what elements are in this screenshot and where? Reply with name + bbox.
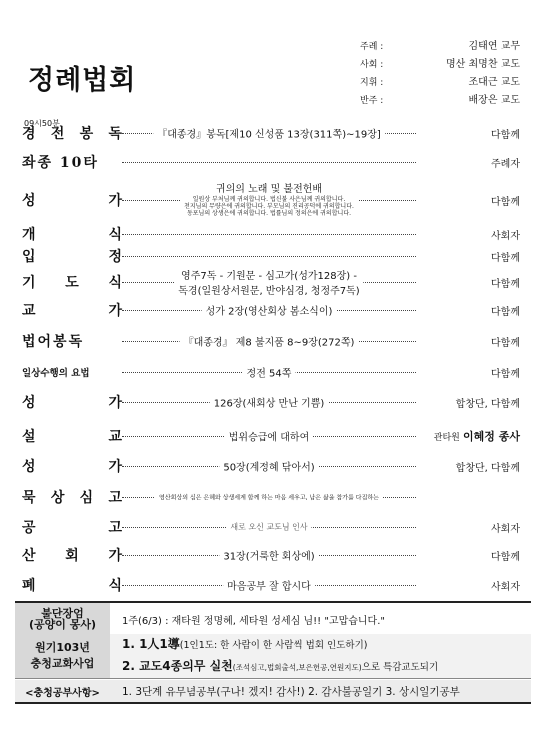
program-persons: 다함께 [491, 551, 520, 563]
program-row [22, 361, 520, 383]
role-label: 지휘 : [360, 78, 384, 88]
plan-item [122, 634, 531, 656]
role-row [360, 74, 520, 92]
program-label [22, 331, 122, 351]
program-detail: 50장(계정혜 닦아서) [219, 459, 318, 474]
program-label [22, 246, 122, 266]
program-row [22, 267, 520, 297]
label-char: 정 [108, 249, 122, 265]
program-persons: 다함께 [491, 306, 520, 318]
detail-line: 영주7독 - 기원문 - 심고가(성가128장) - [181, 271, 357, 282]
label-char: 개 [22, 227, 36, 243]
role-row [360, 38, 520, 56]
label-text: 좌종 10타 [22, 155, 99, 171]
practice-text: 1. 3단계 유무념공부(구나! 겠지! 감사!) 2. 감사불공일기 3. 상시일기공부 [122, 685, 460, 698]
label-char: 묵 [22, 490, 36, 506]
program-row [22, 151, 520, 173]
label-text: 일상수행의 요법 [22, 368, 90, 379]
program-persons [416, 428, 520, 444]
detail-title: 귀의의 노래 및 불전헌배 [215, 184, 323, 195]
plan-label-line: 충청교화사업 [30, 657, 95, 670]
label-char: 공 [22, 520, 36, 536]
altar-offering-notice [15, 601, 531, 636]
program-persons: 합창단, 다함께 [455, 462, 520, 474]
program-row [22, 177, 520, 223]
program-label [22, 365, 122, 379]
refuge-line: 동포님의 상생은에 귀의합니다. 법률님의 정의은에 귀의합니다. [186, 210, 352, 217]
program-detail: 『대종경』봉독[제10 신성품 13장(311쪽)~19장] [153, 126, 385, 141]
program-detail: 법위승급에 대하여 [225, 429, 313, 444]
notice-label-line: 불단장엄 [41, 607, 84, 620]
officiant-list [360, 38, 520, 110]
plan-item-tail: 으로 특감교도되기 [361, 662, 439, 673]
program-row [22, 245, 520, 267]
program-detail: 영산회상의 심은 은혜와 상생세계 함께 하는 마음 세우고, 남은 삶을 참가를 다짐하는 [155, 493, 383, 502]
label-char: 폐 [22, 578, 36, 594]
program-persons: 주례자 [491, 158, 520, 170]
program-label [22, 190, 122, 210]
label-char: 식 [108, 275, 122, 291]
practice-label: <충청공부사항> [25, 687, 100, 699]
label-char: 경 [22, 126, 36, 142]
refuge-line: 일원상 부처님께 귀의합니다. 법신불 사은님께 귀의합니다. [192, 196, 346, 203]
program-detail: 마음공부 잘 합시다 [223, 578, 315, 593]
program-row [22, 330, 520, 352]
label-char: 입 [22, 249, 36, 265]
program-detail: 31장(거룩한 회상에) [219, 548, 318, 563]
notice-label-line: (공양이 몽사) [28, 618, 96, 631]
label-char: 고 [108, 490, 122, 506]
page-title: 정례법회 [28, 65, 137, 96]
program-label [22, 426, 122, 446]
label-char: 가 [108, 193, 122, 209]
role-name: 조대근 교도 [468, 77, 520, 88]
label-char: 회 [65, 548, 79, 564]
program-persons: 사회자 [491, 523, 520, 535]
program-row [22, 486, 520, 508]
program-row [22, 223, 520, 245]
program-detail: 『대종경』 제8 불지품 8~9장(272쪽) [180, 334, 359, 349]
program-row [22, 516, 520, 538]
program-persons: 다함께 [491, 252, 520, 264]
program-row [22, 123, 520, 143]
label-char: 식 [108, 227, 122, 243]
label-char: 심 [79, 490, 94, 506]
program-detail: 126장(새회상 만난 기쁨) [210, 395, 329, 410]
program-row [22, 299, 520, 321]
program-label [22, 224, 122, 244]
label-char: 가 [108, 548, 122, 564]
role-row [360, 56, 520, 74]
label-char: 독 [108, 126, 122, 142]
program-label [22, 575, 122, 595]
role-row [360, 92, 520, 110]
practice-items [15, 680, 531, 704]
program-label [22, 545, 122, 565]
program-label [22, 392, 122, 412]
plan-item-sub: (조석심고,법회출석,보은헌공,연원지도) [232, 663, 362, 672]
label-char: 전 [50, 126, 65, 142]
program-persons: 사회자 [491, 230, 520, 242]
role-label: 사회 : [360, 60, 384, 70]
program-persons: 다함께 [491, 196, 520, 208]
program-persons: 다함께 [491, 129, 520, 141]
program-row [22, 425, 520, 447]
program-row [22, 391, 520, 413]
plan-item-sub: (1인1도: 한 사람이 한 사람씩 법회 인도하기) [179, 640, 368, 651]
role-label: 반주 : [360, 96, 384, 106]
label-char: 기 [22, 275, 36, 291]
program-persons: 사회자 [491, 581, 520, 593]
program-label [22, 152, 122, 172]
label-char: 식 [108, 578, 122, 594]
notice-label [15, 603, 110, 635]
program-detail [174, 267, 363, 297]
label-char: 상 [50, 490, 65, 506]
program-row [22, 574, 520, 596]
label-char: 성 [22, 459, 36, 475]
program-persons: 다함께 [491, 278, 520, 290]
role-label: 주례 : [360, 42, 384, 52]
label-char: 고 [108, 520, 122, 536]
label-char: 가 [108, 303, 122, 319]
program-label [22, 272, 122, 292]
program-label [22, 487, 122, 507]
program-detail: 성가 2장(영산회상 봄소식이) [202, 303, 337, 318]
program-detail: 새로 오신 교도님 인사 [226, 522, 311, 533]
label-char: 가 [108, 395, 122, 411]
label-char: 도 [65, 275, 79, 291]
plan-item [122, 656, 531, 678]
role-name: 김태연 교무 [468, 41, 520, 52]
label-char: 성 [22, 193, 36, 209]
plan-item-main: 1. 1人1導 [122, 637, 180, 651]
label-char: 설 [22, 429, 36, 445]
program-row [22, 455, 520, 477]
preacher-name: 이혜정 종사 [463, 430, 520, 443]
label-char: 교 [108, 429, 122, 445]
label-text: 법어봉독 [22, 334, 85, 350]
program-persons: 다함께 [491, 368, 520, 380]
label-char: 교 [22, 303, 36, 319]
detail-line: 독경(일원상서원문, 반야심경, 청정주7독) [178, 286, 360, 297]
dharma-title: 관타원 [433, 433, 460, 443]
program-row [22, 544, 520, 566]
refuge-line: 천지님의 무량은에 귀의합니다. 부모님의 진리공덕에 귀의합니다. [184, 203, 354, 210]
label-char: 산 [22, 548, 36, 564]
program-label [22, 300, 122, 320]
program-persons: 합창단, 다함께 [455, 398, 520, 410]
notice-text: 1주(6/3) : 재타원 정명혜, 세타원 성세심 님!! "고맙습니다." [122, 615, 385, 627]
program-label [22, 123, 122, 143]
role-name: 명산 최명찬 교도 [446, 59, 520, 70]
outreach-plan [15, 634, 531, 679]
role-name: 배장은 교도 [468, 95, 520, 106]
program-label [22, 456, 122, 476]
plan-item-main: 2. 교도4종의무 실천 [122, 659, 233, 673]
plan-label-line: 원기103년 [35, 641, 90, 654]
program-detail [180, 183, 358, 217]
label-char: 봉 [79, 126, 94, 142]
label-char: 가 [108, 459, 122, 475]
start-time: 09시50분 [24, 119, 60, 128]
plan-label [15, 634, 110, 678]
program-label [22, 517, 122, 537]
program-persons: 다함께 [491, 337, 520, 349]
label-char: 성 [22, 395, 36, 411]
program-detail: 정전 54쪽 [243, 365, 296, 380]
